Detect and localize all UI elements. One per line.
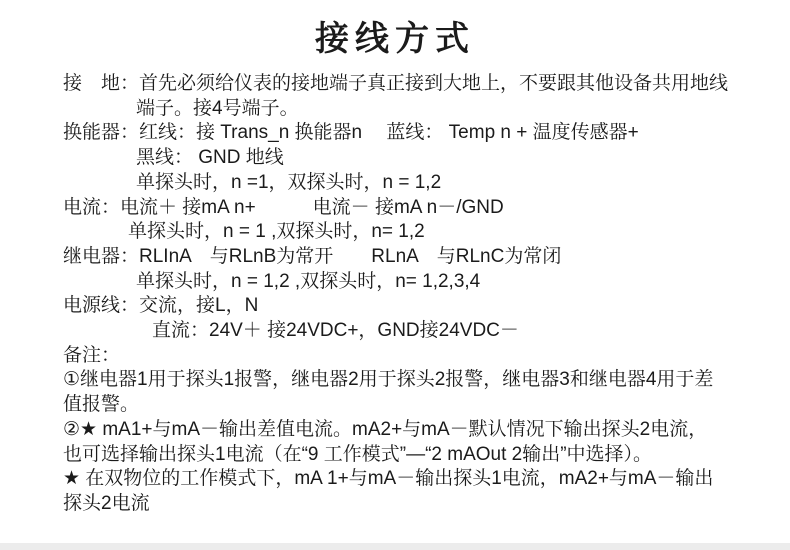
wiring-instructions: [63, 72, 775, 517]
text-line-note3-cont: 探头2电流: [63, 492, 150, 514]
footer-bar: [0, 543, 790, 550]
page-title: 接线方式: [315, 20, 475, 58]
text-line-transducer-black: 黑线： GND 地线: [136, 147, 284, 169]
text-line-note1: ①继电器1用于探头1报警，继电器2用于探头2报警，继电器3和继电器4用于差: [63, 369, 714, 391]
text-line-ground-cont: 端子。接4号端子。: [136, 97, 299, 119]
text-line-note3: ★ 在双物位的工作模式下，mA 1+与mA－输出探头1电流，mA2+与mA－输出: [63, 468, 714, 490]
text-line-current: 电流：电流＋ 接mA n+ 电流－ 接mA n－/GND: [63, 196, 504, 218]
text-line-notes-header: 备注：: [63, 344, 121, 366]
text-line-relay: 继电器：RLInA 与RLnB为常开 RLnA 与RLnC为常闭: [63, 245, 562, 267]
text-line-note2-cont: 也可选择输出探头1电流（在“9 工作模式”—“2 mAOut 2输出”中选择）。: [63, 443, 653, 465]
text-line-power-dc: 直流：24V＋ 接24VDC+，GND接24VDC－: [152, 320, 519, 342]
text-line-ground: 接 地：首先必须给仪表的接地端子真正接到大地上，不要跟其他设备共用地线: [63, 73, 729, 94]
text-line-transducer-probes: 单探头时，n =1，双探头时，n = 1,2: [136, 171, 442, 193]
text-line-transducer: 换能器：红线：接 Trans_n 换能器n 蓝线： Temp n + 温度传感器+: [63, 122, 639, 144]
text-line-power-ac: 电源线：交流，接L，N: [63, 295, 259, 317]
text-line-relay-probes: 单探头时，n = 1,2 ,双探头时，n= 1,2,3,4: [136, 270, 481, 292]
text-line-note2: ②★ mA1+与mA－输出差值电流。mA2+与mA－默认情况下输出探头2电流，: [63, 418, 708, 440]
text-line-note1-cont: 值报警。: [63, 394, 140, 416]
text-line-current-probes: 单探头时，n = 1 ,双探头时，n= 1,2: [128, 221, 425, 243]
